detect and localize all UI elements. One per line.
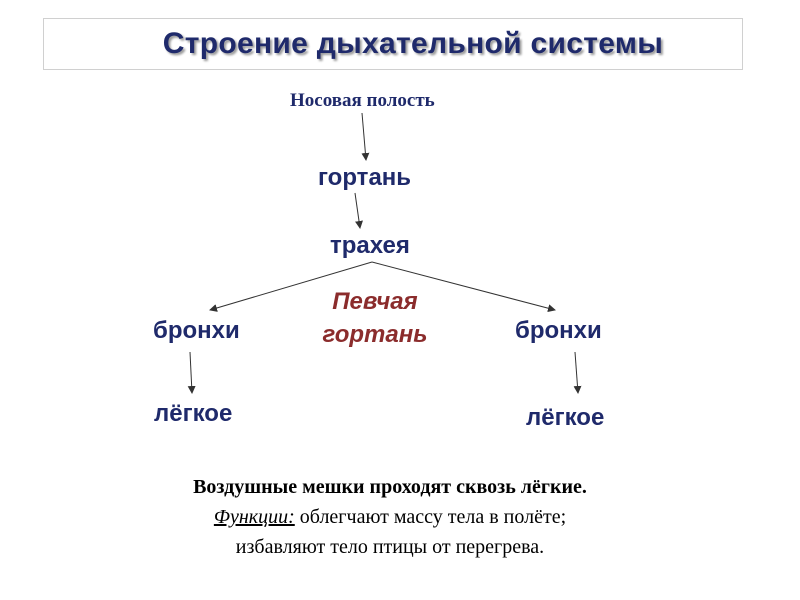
notes-line-3: избавляют тело птицы от перегрева. [235, 536, 545, 558]
node-lung-left: лёгкое [154, 400, 233, 427]
singing-larynx-line1: Певчая [332, 288, 418, 315]
notes-line-2 [90, 502, 690, 532]
functions-label: Функции: [213, 506, 295, 528]
node-larynx: гортань [318, 164, 412, 191]
notes-block [90, 472, 690, 562]
singing-larynx-label [310, 285, 440, 351]
arrow-larynx-to-trachea [355, 193, 360, 228]
node-bronchi-right: бронхи [515, 317, 602, 344]
page-title: Строение дыхательной системы [162, 27, 664, 60]
node-lung-right: лёгкое [526, 404, 605, 431]
singing-larynx-line2: гортань [322, 321, 428, 348]
node-bronchi-left: бронхи [153, 317, 240, 344]
node-nasal-cavity: Носовая полость [290, 90, 435, 111]
arrow-bronchi-left-to-lung [190, 352, 192, 393]
node-trachea: трахея [330, 232, 410, 259]
arrow-nasal-to-larynx [362, 113, 366, 160]
arrow-bronchi-right-to-lung [575, 352, 578, 393]
functions-text: облегчают массу тела в полёте; [294, 506, 567, 528]
notes-line-1: Воздушные мешки проходят сквозь лёгкие. [193, 476, 587, 498]
